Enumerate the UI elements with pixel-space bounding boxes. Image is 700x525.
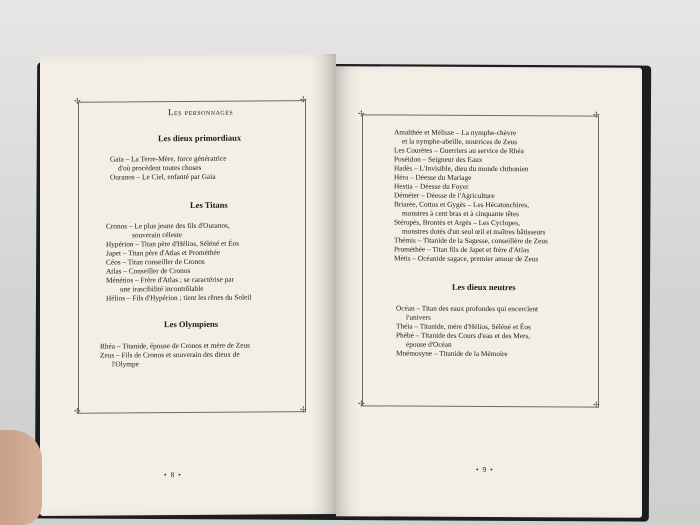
text-line: Prométhée – Titan fils de Japet et frère d'Atlas xyxy=(394,244,530,255)
page-number: • 9 • xyxy=(476,464,494,475)
text-line: Océan – Titan des eaux profondes qui encerclent xyxy=(396,303,539,314)
text-line: d'où procèdent toutes choses xyxy=(118,162,202,173)
text-line: Déméter – Déesse de l'Agriculture xyxy=(394,190,495,201)
text-line: Hypérion – Titan père d'Hélios, Séléné et Éos xyxy=(106,238,240,249)
text-line: une irascibilité incontrôlable xyxy=(120,283,204,294)
text-line: épouse d'Océan xyxy=(406,339,452,349)
text-line: Héra – Déesse du Mariage xyxy=(394,172,472,182)
text-line: Mnémosyne – Titanide de la Mémoire xyxy=(396,348,508,359)
text-line: Gaïa – La Terre-Mère, force génératrice xyxy=(110,153,227,164)
section-title: Les Olympiens xyxy=(164,318,219,330)
text-line: et la nymphe-abeille, nourrices de Zeus xyxy=(402,136,518,147)
corner-ornament-icon: ✢ xyxy=(358,399,365,409)
text-line: Hadès – L'Invisible, dieu du monde chthonien xyxy=(394,163,529,174)
text-line: monstres à cent bras et à cinquante têtes xyxy=(402,208,519,219)
text-line: Les Courètes – Guerriers au service de Rhéa xyxy=(394,145,524,156)
text-line: Zeus – Fils de Cronos et souverain des dieux de xyxy=(100,349,240,360)
text-line: Poséidon – Seigneur des Eaux xyxy=(394,154,483,164)
thumb xyxy=(0,430,42,525)
text-line: Amalthée et Mélisse – La nymphe-chèvre xyxy=(394,127,517,138)
running-header: Les personnages xyxy=(168,106,234,118)
text-line: Ouranos – Le Ciel, enfanté par Gaïa xyxy=(110,171,216,182)
text-line: Atlas – Conseiller de Cronos xyxy=(106,265,191,276)
section-title: Les Titans xyxy=(190,199,228,210)
corner-ornament-icon: ✢ xyxy=(300,95,307,105)
text-line: Mètis – Océanide sagace, premier amour de Zeus xyxy=(394,253,539,264)
text-line: Hestia – Déesse du Foyer xyxy=(394,181,469,191)
corner-ornament-icon: ✢ xyxy=(593,400,600,410)
page-number: • 8 • xyxy=(164,470,182,480)
text-line: l'Olympe xyxy=(112,359,139,369)
text-line: souverain céleste xyxy=(132,230,183,240)
section-title: Les dieux neutres xyxy=(452,281,516,293)
left-page xyxy=(40,54,336,516)
text-line: Céos – Titan conseiller de Cronos xyxy=(106,256,205,267)
text-line: Briarée, Cottos et Gygès – Les Hécatonchires, xyxy=(394,199,529,210)
right-page xyxy=(336,66,642,518)
text-line: Cronos – Le plus jeune des fils d'Ouranos, xyxy=(106,220,230,231)
corner-ornament-icon: ✢ xyxy=(74,96,81,106)
text-line: Phébé – Titanide des Cours d'eau et des Mers, xyxy=(396,330,531,341)
section-title: Les dieux primordiaux xyxy=(158,132,242,144)
text-line: Thémis – Titanide de la Sagesse, conseillère de Zeus xyxy=(394,235,548,246)
corner-ornament-icon: ✢ xyxy=(74,406,81,416)
text-line: Théia – Titanide, mère d'Hélios, Séléné et Éos xyxy=(396,321,531,332)
text-line: Hélios – Fils d'Hypérion ; tient les rênes du Soleil xyxy=(106,292,252,303)
corner-ornament-icon: ✢ xyxy=(300,405,307,415)
text-line: Ménétios – Frère d'Atlas ; se caractérise par xyxy=(106,274,234,285)
text-line: monstres dotés d'un seul œil et maîtres bâtisseurs xyxy=(402,226,546,237)
text-line: Japet – Titan père d'Atlas et Prométhée xyxy=(106,247,220,258)
corner-ornament-icon: ✢ xyxy=(593,110,600,120)
text-line: Rhéa – Titanide, épouse de Cronos et mère de Zeus xyxy=(100,340,250,351)
text-line: Stéropès, Brontès et Argès – Les Cyclopes, xyxy=(394,217,520,228)
text-line: l'univers xyxy=(406,312,431,322)
corner-ornament-icon: ✢ xyxy=(358,109,365,119)
